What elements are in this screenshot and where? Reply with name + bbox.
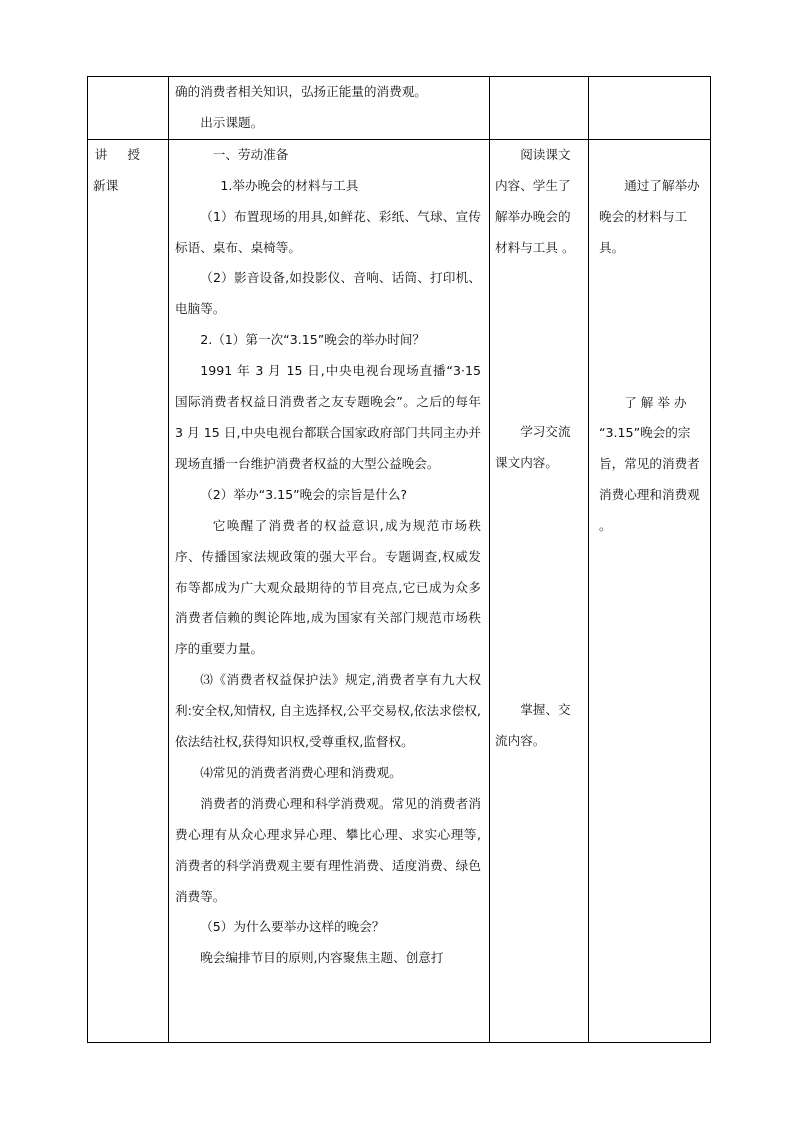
paragraph: 1991 年 3 月 15 日,中央电视台现场直播“3·15 国际消费者权益日消费者之友专题晚会”。之后的每年 3 月 15 日,中央电视台都联合国家政府部门共同主办并现场直播一台维护消费者权益的大型公益晚会。 [175, 363, 481, 471]
intent-text: 了 解 举 办 “3.15”晚会的宗旨，常见的消费者消费心理和消费观 。 [599, 394, 700, 534]
cell-section [88, 139, 169, 1042]
paragraph: ⑷常见的消费者消费心理和消费观。 [200, 764, 402, 780]
heading: 一、劳动准备 [212, 146, 289, 162]
intent-text: 通过了解举办晚会的材料与工具。 [599, 177, 700, 255]
cell-design-intent [589, 139, 711, 1042]
activity-text: 学习交流课文内容。 [495, 424, 571, 471]
cell-content-top [169, 77, 490, 140]
paragraph: ⑶《消费者权益保护法》规定,消费者享有九大权利:安全权,知情权, 自主选择权,公平交易权,依法求偿权,依法结社权,获得知识权,受尊重权,监督权。 [175, 672, 481, 750]
cell-student-empty [490, 77, 589, 140]
paragraph: （1）布置现场的用具,如鲜花、彩纸、气球、宣传标语、桌布、桌椅等。 [175, 208, 481, 255]
cell-intent-empty [589, 77, 711, 140]
paragraph: （2）影音设备,如投影仪、音响、话筒、打印机、电脑等。 [175, 270, 481, 317]
activity-text: 阅读课文内容、学生了解举办晚会的材料与工具 。 [495, 146, 575, 255]
lesson-plan-table [87, 76, 711, 1043]
cell-student-activity [490, 139, 589, 1042]
activity-text: 掌握、交流内容。 [495, 702, 571, 749]
paragraph: 2.（1）第一次“3.15”晚会的举办时间？ [200, 332, 426, 348]
cell-content-main [169, 139, 490, 1042]
table-row [88, 139, 711, 1042]
section-label: 讲 授 [94, 146, 148, 162]
subheading: 1.举办晚会的材料与工具 [220, 177, 359, 193]
paragraph: 它唤醒了消费者的权益意识,成为规范市场秩序、传播国家法规政策的强大平台。专题调查,权威发布等都成为广大观众最期待的节目亮点,它已成为众多消费者信赖的舆论阵地,成为国家有关部门规范市场秩序的重要力量。 [175, 517, 481, 657]
text-line: 出示课题。 [200, 114, 264, 130]
paragraph: 晚会编排节目的原则,内容聚焦主题、创意打 [200, 950, 444, 966]
paragraph: 消费者的消费心理和科学消费观。常见的消费者消费心理有从众心理求异心理、攀比心理、求实心理等,消费者的科学消费观主要有理性消费、适度消费、绿色消费等。 [175, 795, 481, 904]
cell-section-empty [88, 77, 169, 140]
paragraph: （5）为什么要举办这样的晚会？ [200, 919, 385, 935]
table-row [88, 77, 711, 140]
text-line: 确的消费者相关知识，弘扬正能量的消费观。 [175, 84, 427, 99]
paragraph: （2）举办“3.15”晚会的宗旨是什么? [200, 486, 408, 502]
section-label: 新课 [93, 177, 119, 193]
